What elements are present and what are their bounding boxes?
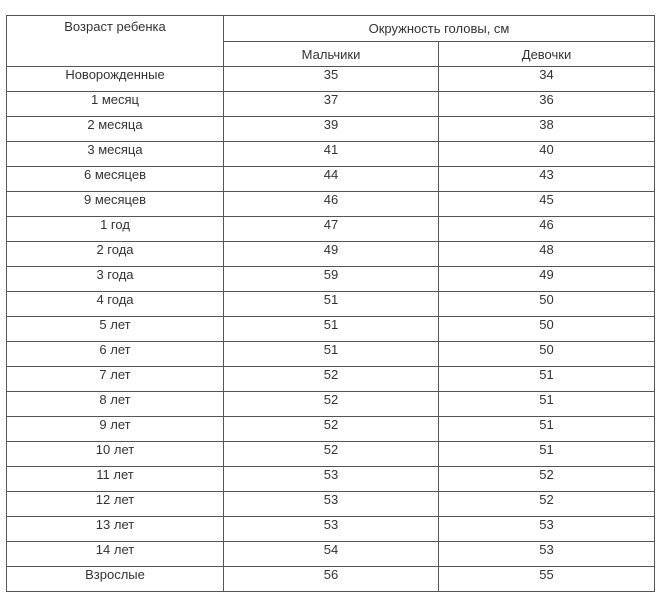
table-row (7, 417, 655, 442)
boys-value-cell: 52 (224, 417, 439, 442)
girls-value-cell: 43 (439, 167, 655, 192)
table-row (7, 92, 655, 117)
age-cell: 9 лет (7, 417, 224, 442)
girls-value-cell: 38 (439, 117, 655, 142)
table-row (7, 292, 655, 317)
age-cell: 14 лет (7, 542, 224, 567)
girls-value-cell: 51 (439, 392, 655, 417)
girls-value-cell: 53 (439, 517, 655, 542)
girls-value-cell: 46 (439, 217, 655, 242)
table-row (7, 492, 655, 517)
girls-value-cell: 51 (439, 417, 655, 442)
boys-value-cell: 51 (224, 317, 439, 342)
boys-value-cell: 46 (224, 192, 439, 217)
table-row (7, 342, 655, 367)
age-cell: 12 лет (7, 492, 224, 517)
age-cell: 11 лет (7, 467, 224, 492)
girls-value-cell: 52 (439, 492, 655, 517)
boys-value-cell: 51 (224, 292, 439, 317)
girls-value-cell: 50 (439, 342, 655, 367)
age-column-header: Возраст ребенка (7, 16, 224, 67)
boys-value-cell: 41 (224, 142, 439, 167)
boys-column-header: Мальчики (224, 42, 439, 67)
girls-column-header: Девочки (439, 42, 655, 67)
age-cell: Новорожденные (7, 67, 224, 92)
boys-value-cell: 54 (224, 542, 439, 567)
boys-value-cell: 52 (224, 392, 439, 417)
boys-value-cell: 49 (224, 242, 439, 267)
boys-value-cell: 56 (224, 567, 439, 592)
boys-value-cell: 52 (224, 442, 439, 467)
boys-value-cell: 44 (224, 167, 439, 192)
table-row (7, 117, 655, 142)
table-row (7, 317, 655, 342)
boys-value-cell: 59 (224, 267, 439, 292)
age-cell: 1 год (7, 217, 224, 242)
age-cell: 1 месяц (7, 92, 224, 117)
girls-value-cell: 50 (439, 292, 655, 317)
boys-value-cell: 52 (224, 367, 439, 392)
table-row (7, 192, 655, 217)
boys-value-cell: 53 (224, 492, 439, 517)
table-body (7, 67, 655, 592)
table-row (7, 367, 655, 392)
age-cell: 4 года (7, 292, 224, 317)
head-circumference-group-header: Окружность головы, см (224, 16, 655, 42)
boys-value-cell: 51 (224, 342, 439, 367)
table-row (7, 567, 655, 592)
girls-value-cell: 53 (439, 542, 655, 567)
age-cell: 2 месяца (7, 117, 224, 142)
age-cell: 5 лет (7, 317, 224, 342)
age-cell: 6 месяцев (7, 167, 224, 192)
table-row (7, 242, 655, 267)
age-cell: 13 лет (7, 517, 224, 542)
age-cell: 3 года (7, 267, 224, 292)
girls-value-cell: 49 (439, 267, 655, 292)
girls-value-cell: 51 (439, 367, 655, 392)
table-row (7, 467, 655, 492)
boys-value-cell: 53 (224, 467, 439, 492)
girls-value-cell: 52 (439, 467, 655, 492)
head-circumference-table (6, 15, 655, 592)
boys-value-cell: 47 (224, 217, 439, 242)
girls-value-cell: 50 (439, 317, 655, 342)
girls-value-cell: 34 (439, 67, 655, 92)
age-cell: 7 лет (7, 367, 224, 392)
boys-value-cell: 37 (224, 92, 439, 117)
age-cell: 6 лет (7, 342, 224, 367)
table-row (7, 217, 655, 242)
age-cell: 3 месяца (7, 142, 224, 167)
table-row (7, 542, 655, 567)
age-cell: 10 лет (7, 442, 224, 467)
table-row (7, 442, 655, 467)
girls-value-cell: 51 (439, 442, 655, 467)
header-row (7, 16, 655, 42)
age-cell: Взрослые (7, 567, 224, 592)
age-cell: 2 года (7, 242, 224, 267)
table-row (7, 142, 655, 167)
girls-value-cell: 36 (439, 92, 655, 117)
girls-value-cell: 48 (439, 242, 655, 267)
girls-value-cell: 55 (439, 567, 655, 592)
table-row (7, 517, 655, 542)
table-row (7, 67, 655, 92)
table-row (7, 267, 655, 292)
table-row (7, 167, 655, 192)
age-cell: 8 лет (7, 392, 224, 417)
boys-value-cell: 53 (224, 517, 439, 542)
girls-value-cell: 40 (439, 142, 655, 167)
table-row (7, 392, 655, 417)
boys-value-cell: 35 (224, 67, 439, 92)
boys-value-cell: 39 (224, 117, 439, 142)
age-cell: 9 месяцев (7, 192, 224, 217)
girls-value-cell: 45 (439, 192, 655, 217)
